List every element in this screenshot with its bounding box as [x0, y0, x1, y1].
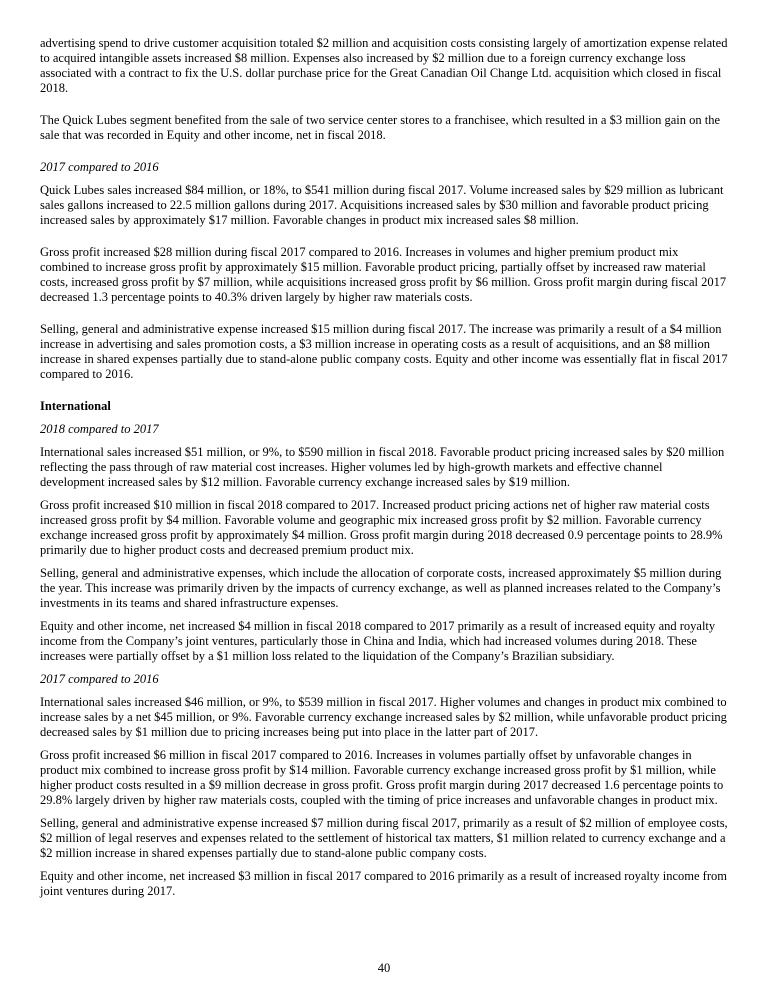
paragraph: advertising spend to drive customer acquisition totaled $2 million and acquisition costs consisting largely of amortization expense related to acquired intangible assets increased $8 million. Expenses also increased by $2 million due to a foreign currency exchange loss associated with a contract to fix the U.S. dollar purchase price for the Great Canadian Oil Change Ltd. acquisition which closed in fiscal 2018. [40, 36, 728, 95]
paragraph: Selling, general and administrative expenses, which include the allocation of corporate costs, increased approximately $5 million during the year. This increase was primarily driven by the impacts of currency exchange, as well as planned increases related to the Company’s investments in its teams and shared infrastructure expenses. [40, 566, 722, 610]
heading-italic: 2017 compared to 2016 [40, 160, 159, 174]
paragraph: Gross profit increased $10 million in fiscal 2018 compared to 2017. Increased product pricing actions net of higher raw material costs increased gross profit by $4 million. Favorable volume and geographic mix increased gross profit by $2 million. Favorable currency exchange increased gross profit by approximately $4 million. Gross profit margin during 2018 decreased 0.9 percentage points to 28.9% primarily due to higher product costs and decreased premium product mix. [40, 498, 723, 557]
heading-italic: 2018 compared to 2017 [40, 422, 159, 436]
paragraph: International sales increased $46 million, or 9%, to $539 million in fiscal 2017. Higher volumes and changes in product mix combined to increase sales by a net $45 million, or 9%. Favorable currency exchange increased sales by $2 million, while unfavorable product pricing decreased sales by $1 million due to pricing increases being put into place in the latter part of 2017. [40, 695, 727, 739]
paragraph: Equity and other income, net increased $4 million in fiscal 2018 compared to 2017 primarily as a result of increased equity and royalty income from the Company’s joint ventures, particularly those in China and India, which had increased volumes during 2018. These increases were partially offset by a $1 million loss related to the liquidation of the Company’s Brazilian subsidiary. [40, 619, 716, 663]
paragraph: Selling, general and administrative expense increased $15 million during fiscal 2017. The increase was primarily a result of a $4 million increase in advertising and sales promotion costs, a $3 million increase in operating costs as a result of acquisitions, and an $8 million increase in shared expenses partially due to stand-alone public company costs. Equity and other income was essentially flat in fiscal 2017 compared to 2016. [40, 322, 728, 381]
paragraph: Quick Lubes sales increased $84 million, or 18%, to $541 million during fiscal 2017. Volume increased sales by $29 million as lubricant sales gallons increased to 22.5 million gallons during 2017. Acquisitions increased sales by $30 million and favorable product pricing increased sales by approximately $17 million. Favorable changes in product mix increased sales $8 million. [40, 183, 724, 227]
paragraph: Equity and other income, net increased $3 million in fiscal 2017 compared to 2016 primarily as a result of increased royalty income from joint ventures during 2017. [40, 869, 727, 898]
paragraph: Gross profit increased $6 million in fiscal 2017 compared to 2016. Increases in volumes partially offset by unfavorable changes in product mix combined to increase gross profit by $14 million. Favorable currency exchange increased gross profit by $1 million, while higher product costs resulted in a $9 million decrease in gross profit. Gross profit margin during 2017 decreased 1.6 percentage points to 29.8% largely driven by higher raw materials costs, coupled with the timing of price increases and unfavorable changes in product mix. [40, 748, 724, 807]
paragraph: The Quick Lubes segment benefited from the sale of two service center stores to a franchisee, which resulted in a $3 million gain on the sale that was recorded in Equity and other income, net in fiscal 2018. [40, 113, 720, 142]
paragraph: Gross profit increased $28 million during fiscal 2017 compared to 2016. Increases in volumes and higher premium product mix combined to increase gross profit by approximately $15 million. Favorable product pricing, partially offset by increased raw material costs, increased gross profit by $7 million, while acquisitions increased gross profit by $6 million. Gross profit margin during fiscal 2017 decreased 1.3 percentage points to 40.3% driven largely by higher raw materials costs. [40, 245, 727, 304]
heading-italic: 2017 compared to 2016 [40, 672, 159, 686]
page-number: 40 [377, 961, 391, 975]
paragraph: Selling, general and administrative expense increased $7 million during fiscal 2017, primarily as a result of $2 million of employee costs, $2 million of legal reserves and expenses related to the settlement of historical tax matters, $1 million related to currency exchange and a $2 million increase in shared expenses partially due to stand-alone public company costs. [40, 816, 728, 860]
paragraph: International sales increased $51 million, or 9%, to $590 million in fiscal 2018. Favorable product pricing increased sales by $20 million reflecting the pass through of raw material cost increases. Higher volumes led by high-growth markets and effective channel development increased sales by $12 million. Favorable currency exchange increased sales by $19 million. [40, 445, 725, 489]
heading-bold: International [40, 399, 111, 413]
